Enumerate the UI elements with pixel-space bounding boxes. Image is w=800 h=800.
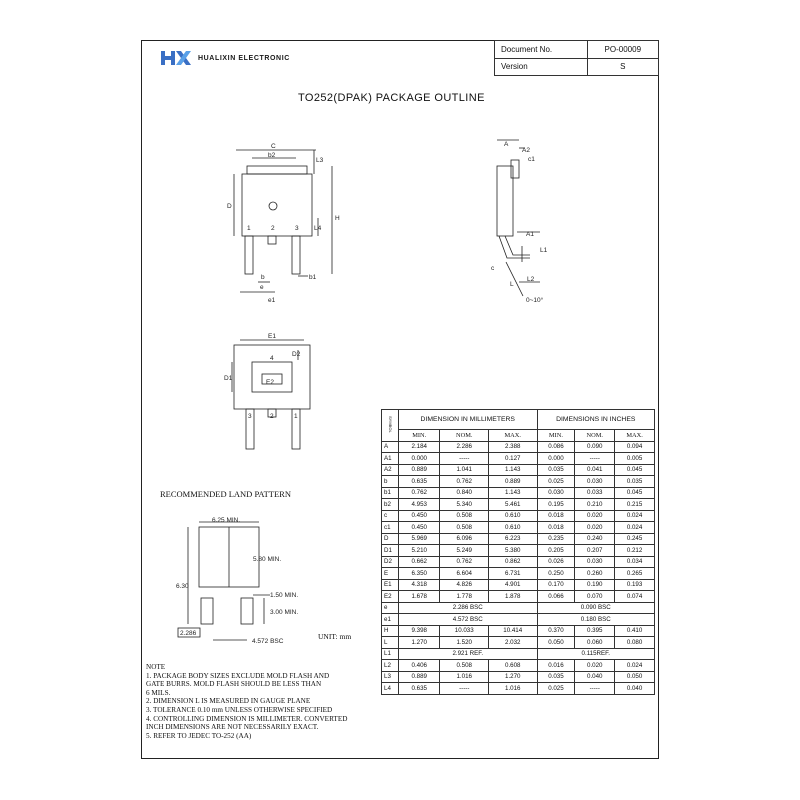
value-cell: 0.210 — [575, 499, 615, 511]
value-cell: 0.762 — [440, 476, 489, 488]
bsc-value-cell: 4.572 BSC — [399, 614, 538, 626]
value-cell: 0.508 — [440, 522, 489, 534]
value-cell: 0.195 — [537, 499, 575, 511]
label-L3: L3 — [316, 157, 324, 164]
value-cell: 0.260 — [575, 568, 615, 580]
label-c1: c1 — [528, 156, 535, 163]
value-cell: 0.889 — [399, 464, 440, 476]
value-cell: 0.030 — [537, 487, 575, 499]
value-cell: 0.040 — [615, 683, 655, 695]
label-L1: L1 — [540, 247, 548, 254]
pin-4-label: 4 — [270, 355, 274, 362]
note-line: 6 MILS. — [146, 688, 171, 697]
label-A1: A1 — [526, 231, 534, 238]
value-cell: 5.461 — [488, 499, 537, 511]
table-row — [382, 522, 655, 534]
value-cell: 1.143 — [488, 487, 537, 499]
label-L2: L2 — [527, 276, 535, 283]
label-E2: E2 — [266, 379, 274, 386]
value-cell: 0.080 — [615, 637, 655, 649]
value-cell: 0.762 — [440, 556, 489, 568]
value-cell: 6.604 — [440, 568, 489, 580]
value-cell: 0.127 — [488, 453, 537, 465]
inch-header: DIMENSIONS IN INCHES — [537, 410, 655, 430]
value-cell: 0.060 — [575, 637, 615, 649]
value-cell: ----- — [440, 453, 489, 465]
value-cell: 0.889 — [399, 671, 440, 683]
value-cell: 0.024 — [615, 522, 655, 534]
symbol-cell: D — [382, 533, 399, 545]
value-cell: 0.193 — [615, 579, 655, 591]
page-title: TO252(DPAK) PACKAGE OUTLINE — [298, 92, 485, 104]
value-cell: 1.520 — [440, 637, 489, 649]
note-line: INCH DIMENSIONS ARE NOT NECESSARILY EXACT. — [146, 723, 319, 732]
value-cell: 1.878 — [488, 591, 537, 603]
symbol-cell: L1 — [382, 648, 399, 660]
value-cell: 0.000 — [537, 453, 575, 465]
dim-1-50: 1.50 MIN. — [270, 592, 299, 599]
table-row — [382, 637, 655, 649]
value-cell: 0.395 — [575, 625, 615, 637]
dim-3-00: 3.00 MIN. — [270, 609, 299, 616]
note-line: 2. DIMENSION L IS MEASURED IN GAUGE PLANE — [146, 697, 311, 706]
note-line: 1. PACKAGE BODY SIZES EXCLUDE MOLD FLASH AND — [146, 671, 330, 680]
value-cell: 0.370 — [537, 625, 575, 637]
value-cell: 0.608 — [488, 660, 537, 672]
notes-block — [146, 663, 386, 740]
note-line: GATE BURRS. MOLD FLASH SHOULD BE LESS THAN — [146, 680, 322, 689]
table-row — [382, 545, 655, 557]
label-b: b — [261, 274, 265, 281]
value-cell: 1.041 — [440, 464, 489, 476]
label-b2: b2 — [268, 152, 276, 159]
symbol-cell: L — [382, 637, 399, 649]
symbol-cell: E2 — [382, 591, 399, 603]
table-row — [382, 464, 655, 476]
sub-header: MAX. — [488, 430, 537, 442]
table-row — [382, 660, 655, 672]
table-row — [382, 568, 655, 580]
bsc-value-cell: 0.090 BSC — [537, 602, 655, 614]
value-cell: 0.026 — [537, 556, 575, 568]
label-b1: b1 — [309, 274, 317, 281]
table-row — [382, 683, 655, 695]
bottom-pin-1-label: 1 — [294, 413, 298, 420]
value-cell: 0.050 — [537, 637, 575, 649]
table-row — [382, 556, 655, 568]
value-cell: 0.635 — [399, 683, 440, 695]
value-cell: 6.096 — [440, 533, 489, 545]
label-L4: L4 — [314, 225, 322, 232]
value-cell: 4.318 — [399, 579, 440, 591]
bottom-pin-3-label: 3 — [248, 413, 252, 420]
value-cell: 0.024 — [615, 660, 655, 672]
hx-logo-icon — [160, 48, 192, 68]
bsc-value-cell: 0.180 BSC — [537, 614, 655, 626]
value-cell: 1.016 — [440, 671, 489, 683]
value-cell: 0.074 — [615, 591, 655, 603]
symbol-cell: A2 — [382, 464, 399, 476]
document-no-label: Document No. — [495, 41, 588, 59]
land-pattern-title: RECOMMENDED LAND PATTERN — [160, 489, 291, 499]
pin-1-label: 1 — [247, 225, 251, 232]
value-cell: 1.270 — [399, 637, 440, 649]
table-row — [382, 510, 655, 522]
label-e1: e1 — [268, 297, 276, 304]
dim-6-25: 6.25 MIN. — [212, 517, 241, 524]
value-cell: 0.889 — [488, 476, 537, 488]
label-A2: A2 — [522, 147, 530, 154]
sub-header: MIN. — [399, 430, 440, 442]
dim-2-286: 2.286 — [180, 630, 197, 637]
value-cell: 10.414 — [488, 625, 537, 637]
symbol-cell: A — [382, 441, 399, 453]
value-cell: 0.215 — [615, 499, 655, 511]
company-name: HUALIXIN ELECTRONIC — [198, 54, 290, 62]
dimension-table — [381, 409, 655, 695]
value-cell: 0.207 — [575, 545, 615, 557]
value-cell: 0.050 — [615, 671, 655, 683]
sub-header: MIN. — [537, 430, 575, 442]
value-cell: 1.778 — [440, 591, 489, 603]
symbol-cell: L4 — [382, 683, 399, 695]
value-cell: 0.005 — [615, 453, 655, 465]
value-cell: 0.034 — [615, 556, 655, 568]
value-cell: 5.380 — [488, 545, 537, 557]
value-cell: 5.969 — [399, 533, 440, 545]
symbol-cell: E1 — [382, 579, 399, 591]
value-cell: 0.045 — [615, 487, 655, 499]
sub-header: NOM. — [440, 430, 489, 442]
value-cell: 0.410 — [615, 625, 655, 637]
value-cell: 0.862 — [488, 556, 537, 568]
value-cell: 0.035 — [537, 671, 575, 683]
bsc-value-cell: 2.286 BSC — [399, 602, 538, 614]
value-cell: 2.286 — [440, 441, 489, 453]
value-cell: 0.610 — [488, 510, 537, 522]
value-cell: 5.210 — [399, 545, 440, 557]
value-cell: 0.245 — [615, 533, 655, 545]
value-cell: 0.508 — [440, 660, 489, 672]
value-cell: 0.035 — [615, 476, 655, 488]
label-c: c — [491, 265, 495, 272]
table-row — [382, 487, 655, 499]
value-cell: 0.406 — [399, 660, 440, 672]
pin-3-label: 3 — [295, 225, 299, 232]
value-cell: 1.678 — [399, 591, 440, 603]
value-cell: 0.662 — [399, 556, 440, 568]
value-cell: 0.250 — [537, 568, 575, 580]
value-cell: 0.086 — [537, 441, 575, 453]
value-cell: 0.508 — [440, 510, 489, 522]
symbol-cell: b2 — [382, 499, 399, 511]
value-cell: 0.205 — [537, 545, 575, 557]
value-cell: 0.840 — [440, 487, 489, 499]
value-cell: 0.635 — [399, 476, 440, 488]
bsc-value-cell: 2.921 REF. — [399, 648, 538, 660]
value-cell: 0.016 — [537, 660, 575, 672]
value-cell: 0.240 — [575, 533, 615, 545]
value-cell: 0.762 — [399, 487, 440, 499]
value-cell: 0.000 — [399, 453, 440, 465]
value-cell: 0.066 — [537, 591, 575, 603]
table-row — [382, 614, 655, 626]
value-cell: 2.184 — [399, 441, 440, 453]
symbol-cell: L3 — [382, 671, 399, 683]
value-cell: 0.610 — [488, 522, 537, 534]
value-cell: 6.350 — [399, 568, 440, 580]
symbol-cell: e1 — [382, 614, 399, 626]
symbol-cell: b1 — [382, 487, 399, 499]
bsc-value-cell: 0.115REF. — [537, 648, 655, 660]
value-cell: 2.388 — [488, 441, 537, 453]
value-cell: 0.025 — [537, 476, 575, 488]
value-cell: 1.143 — [488, 464, 537, 476]
value-cell: 5.249 — [440, 545, 489, 557]
value-cell: 0.170 — [537, 579, 575, 591]
label-C: C — [271, 143, 276, 150]
value-cell: 4.901 — [488, 579, 537, 591]
value-cell: 6.223 — [488, 533, 537, 545]
value-cell: 1.270 — [488, 671, 537, 683]
label-e: e — [260, 284, 264, 291]
table-row — [382, 476, 655, 488]
table-row — [382, 453, 655, 465]
table-row — [382, 602, 655, 614]
value-cell: 0.090 — [575, 441, 615, 453]
symbol-cell: c1 — [382, 522, 399, 534]
value-cell: 0.020 — [575, 510, 615, 522]
dim-4-572: 4.572 BSC — [252, 638, 284, 645]
value-cell: 0.070 — [575, 591, 615, 603]
mm-header: DIMENSION IN MILLIMETERS — [399, 410, 538, 430]
pin-2-label: 2 — [271, 225, 275, 232]
value-cell: 0.033 — [575, 487, 615, 499]
label-angle: 0~10° — [526, 297, 544, 304]
value-cell: 0.030 — [575, 476, 615, 488]
dimension-table-body — [382, 441, 655, 694]
label-D: D — [227, 203, 232, 210]
table-row — [382, 591, 655, 603]
value-cell: 0.450 — [399, 510, 440, 522]
version-label: Version — [495, 58, 588, 76]
sub-header: NOM. — [575, 430, 615, 442]
version-value: S — [587, 58, 658, 76]
label-E1: E1 — [268, 333, 276, 340]
symbol-cell: A1 — [382, 453, 399, 465]
symbol-cell: D1 — [382, 545, 399, 557]
note-line: 3. TOLERANCE 0.10 mm UNLESS OTHERWISE SPECIFIED — [146, 705, 333, 714]
value-cell: 0.190 — [575, 579, 615, 591]
note-line: 4. CONTROLLING DIMENSION IS MILLIMETER. CONVERTED — [146, 714, 348, 723]
table-row — [382, 499, 655, 511]
table-row — [382, 625, 655, 637]
bottom-pin-2-label: 2 — [270, 413, 274, 420]
value-cell: 0.450 — [399, 522, 440, 534]
value-cell: 10.033 — [440, 625, 489, 637]
symbol-header: SYMBOL — [382, 410, 399, 442]
value-cell: 1.016 — [488, 683, 537, 695]
value-cell: 0.030 — [575, 556, 615, 568]
value-cell: 0.212 — [615, 545, 655, 557]
table-row — [382, 579, 655, 591]
value-cell: 0.018 — [537, 510, 575, 522]
symbol-cell: H — [382, 625, 399, 637]
value-cell: 6.731 — [488, 568, 537, 580]
value-cell: 0.024 — [615, 510, 655, 522]
value-cell: 0.020 — [575, 522, 615, 534]
symbol-cell: b — [382, 476, 399, 488]
note-line: 5. REFER TO JEDEC TO-252 (AA) — [146, 731, 252, 740]
label-A: A — [504, 141, 509, 148]
value-cell: 4.826 — [440, 579, 489, 591]
symbol-cell: D2 — [382, 556, 399, 568]
label-L: L — [510, 281, 514, 288]
value-cell: 9.398 — [399, 625, 440, 637]
unit-label: UNIT: mm — [318, 632, 352, 641]
value-cell: ----- — [575, 453, 615, 465]
value-cell: 0.040 — [575, 671, 615, 683]
label-D2: D2 — [292, 351, 301, 358]
value-cell: 0.041 — [575, 464, 615, 476]
table-row — [382, 671, 655, 683]
sub-header: MAX. — [615, 430, 655, 442]
document-no-value: PO-00009 — [587, 41, 658, 59]
value-cell: 4.953 — [399, 499, 440, 511]
symbol-cell: L2 — [382, 660, 399, 672]
table-row — [382, 441, 655, 453]
dim-6-30: 6.30 — [176, 583, 189, 590]
symbol-cell: c — [382, 510, 399, 522]
value-cell: 0.235 — [537, 533, 575, 545]
table-row — [382, 648, 655, 660]
value-cell: 0.094 — [615, 441, 655, 453]
value-cell: 2.032 — [488, 637, 537, 649]
value-cell: ----- — [440, 683, 489, 695]
label-H: H — [335, 215, 340, 222]
value-cell: 0.045 — [615, 464, 655, 476]
symbol-cell: E — [382, 568, 399, 580]
value-cell: 0.025 — [537, 683, 575, 695]
value-cell: 0.020 — [575, 660, 615, 672]
note-line: NOTE — [146, 663, 166, 671]
value-cell: 0.265 — [615, 568, 655, 580]
table-row — [382, 533, 655, 545]
document-info-box — [494, 40, 659, 76]
value-cell: 0.035 — [537, 464, 575, 476]
dim-5-80: 5.80 MIN. — [253, 556, 282, 563]
value-cell: 5.340 — [440, 499, 489, 511]
value-cell: ----- — [575, 683, 615, 695]
company-logo — [160, 48, 290, 68]
label-D1: D1 — [224, 375, 233, 382]
symbol-cell: e — [382, 602, 399, 614]
value-cell: 0.018 — [537, 522, 575, 534]
